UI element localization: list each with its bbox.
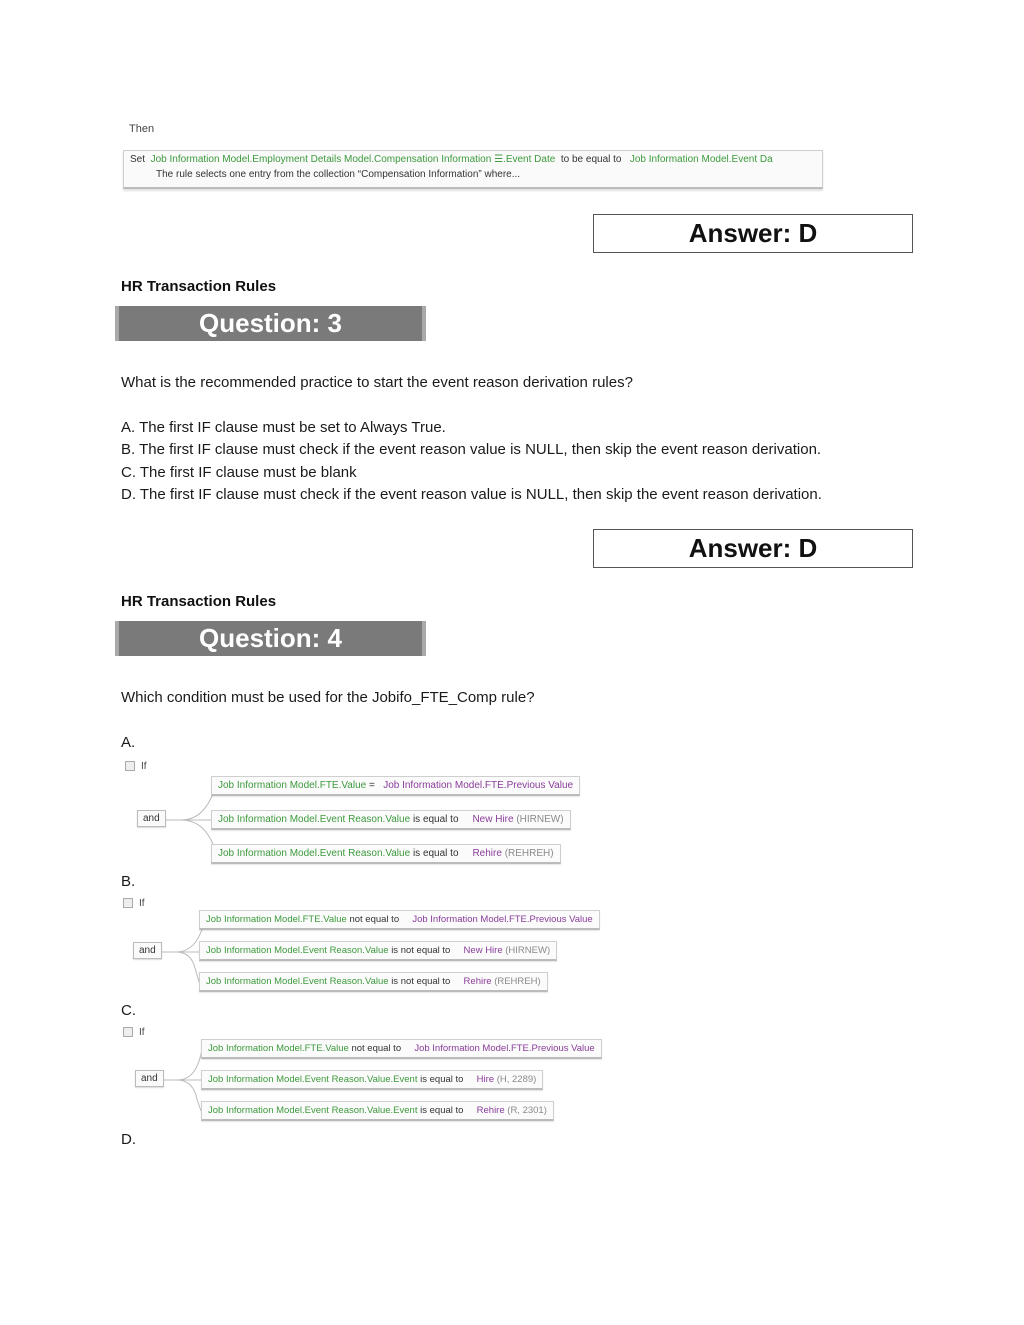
rule-c-condition-3: Job Information Model.Event Reason.Value.Event is equal to Rehire (R, 2301) xyxy=(201,1101,554,1121)
rule-b-condition-1: Job Information Model.FTE.Value not equal to Job Information Model.FTE.Previous Value xyxy=(199,910,600,930)
rule-b-if-label: If xyxy=(123,898,145,909)
then-label: Then xyxy=(129,123,155,135)
rule-c-and-operator: and xyxy=(135,1070,164,1087)
question-4-text: Which condition must be used for the Jobifo_FTE_Comp rule? xyxy=(121,689,535,706)
set-keyword: Set xyxy=(130,154,146,165)
rule-a-if-label: If xyxy=(125,761,147,772)
answer-box-1: Answer: D xyxy=(593,214,913,253)
collapse-icon[interactable] xyxy=(123,898,133,908)
question-4-title-bar: Question: 4 xyxy=(115,621,426,656)
q4-option-c-label: C. xyxy=(121,1002,136,1019)
set-lhs-field: Job Information Model.Employment Details Model.Compensation Information ☰.Event Date xyxy=(150,154,556,165)
rule-c-if-label: If xyxy=(123,1027,145,1038)
rule-diagram-b xyxy=(121,896,621,996)
q3-option-a: A. The first IF clause must be set to Always True. xyxy=(121,419,446,436)
collapse-icon[interactable] xyxy=(125,761,135,771)
then-rule-snippet xyxy=(121,118,821,188)
q4-option-a-label: A. xyxy=(121,734,136,751)
question-3-text: What is the recommended practice to start the event reason derivation rules? xyxy=(121,374,633,391)
rule-c-condition-2: Job Information Model.Event Reason.Value.Event is equal to Hire (H, 2289) xyxy=(201,1070,543,1090)
answer-box-q3: Answer: D xyxy=(593,529,913,568)
q3-option-d: D. The first IF clause must check if the event reason value is NULL, then skip the event reason derivation. xyxy=(121,486,822,503)
q4-option-b-label: B. xyxy=(121,873,136,890)
rule-diagram-a xyxy=(121,758,621,868)
then-note: The rule selects one entry from the collection “Compensation Information” where... xyxy=(156,169,521,180)
section-heading-q4: HR Transaction Rules xyxy=(121,593,277,610)
rule-b-condition-2: Job Information Model.Event Reason.Value is not equal to New Hire (HIRNEW) xyxy=(199,941,557,961)
q4-option-d-label: D. xyxy=(121,1131,136,1148)
q3-option-b: B. The first IF clause must check if the event reason value is NULL, then skip the event reason derivation. xyxy=(121,441,822,458)
then-set-row xyxy=(123,150,823,189)
q3-option-c: C. The first IF clause must be blank xyxy=(121,464,357,481)
section-heading-q3: HR Transaction Rules xyxy=(121,278,277,295)
collapse-icon[interactable] xyxy=(123,1027,133,1037)
rule-a-condition-2: Job Information Model.Event Reason.Value is equal to New Hire (HIRNEW) xyxy=(211,810,571,830)
rule-c-condition-1: Job Information Model.FTE.Value not equal to Job Information Model.FTE.Previous Value xyxy=(201,1039,602,1059)
rule-a-and-operator: and xyxy=(137,810,166,827)
set-operator: to be equal to xyxy=(560,154,622,165)
rule-b-condition-3: Job Information Model.Event Reason.Value is not equal to Rehire (REHREH) xyxy=(199,972,548,992)
rule-b-and-operator: and xyxy=(133,942,162,959)
question-3-title-bar: Question: 3 xyxy=(115,306,426,341)
rule-diagram-c xyxy=(121,1025,621,1127)
set-rhs-field: Job Information Model.Event Da xyxy=(629,154,773,165)
rule-a-condition-3: Job Information Model.Event Reason.Value is equal to Rehire (REHREH) xyxy=(211,844,561,864)
rule-a-condition-1: Job Information Model.FTE.Value = Job Information Model.FTE.Previous Value xyxy=(211,776,580,796)
then-set-line xyxy=(130,154,773,165)
